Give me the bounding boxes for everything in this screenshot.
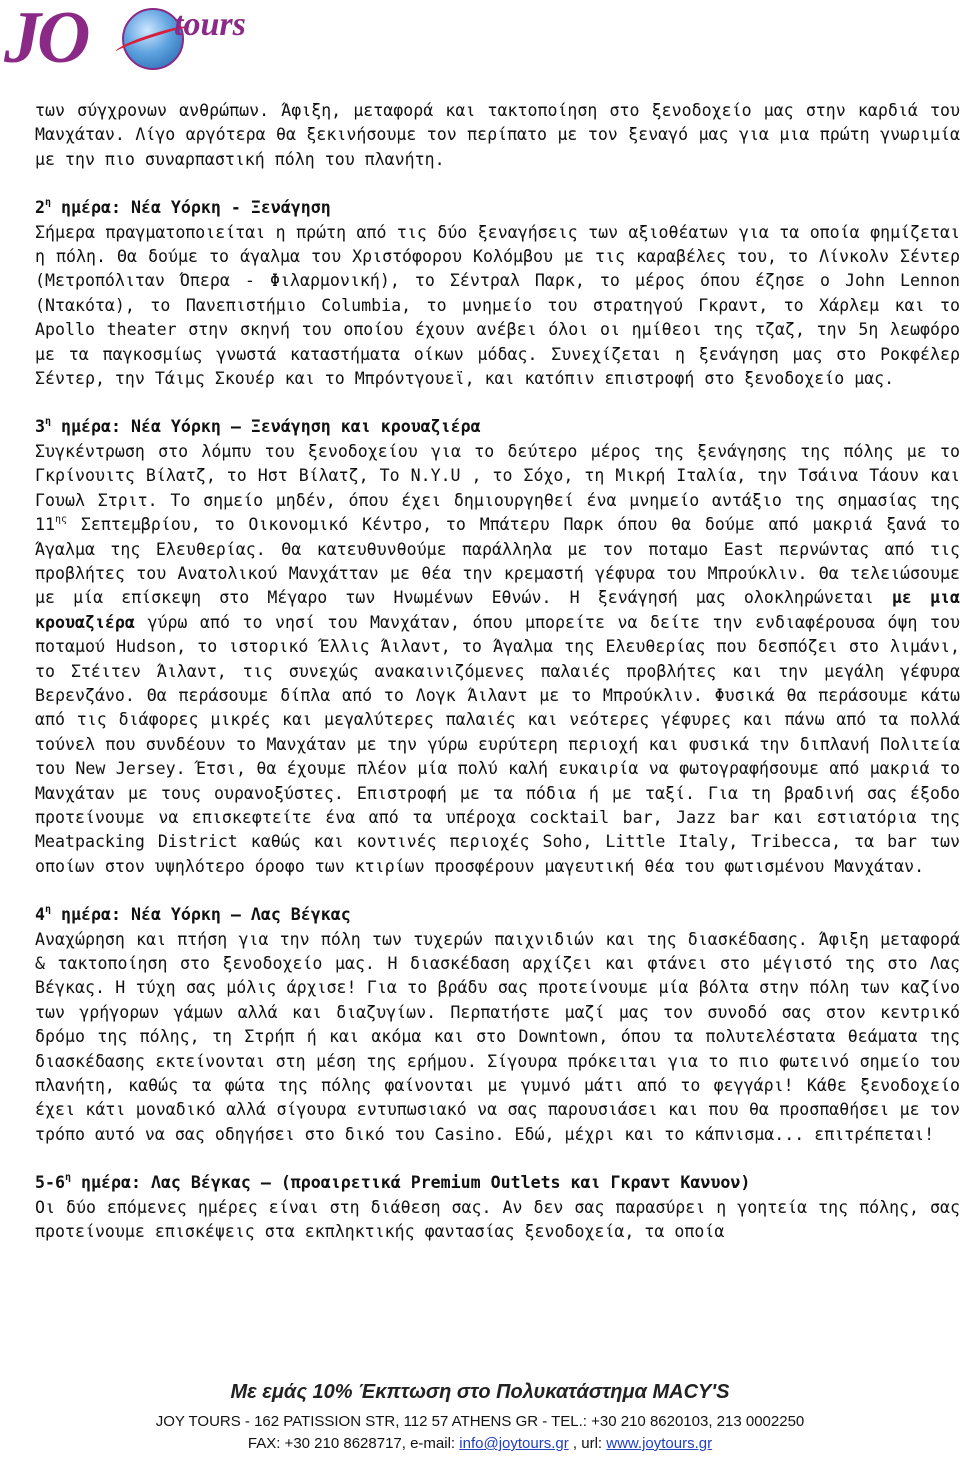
day-2-title: ημέρα: Νέα Υόρκη - Ξενάγηση xyxy=(61,198,331,218)
logo-tours-text: tours xyxy=(174,6,246,43)
day-4-heading xyxy=(35,903,960,927)
footer-promo: Με εμάς 10% Έκπτωση στο Πολυκατάστημα MACY'S xyxy=(230,1381,730,1403)
day-5-6-number: 5-6 xyxy=(35,1173,65,1193)
day-5-6-title: ημέρα: Λας Βέγκας – (προαιρετικά Premium Outlets και Γκραντ Κανυον) xyxy=(81,1173,751,1193)
day-3-text-c: γύρω από το νησί του Μανχάταν, όπου μπορείτε να δείτε την ενδιαφέρουσα όψη του ποταμού Hudson, το ιστορικό Έλλις Άιλαντ, το Άγαλμα της Ελευθερίας που δεσπόζει στο λιμάνι, το Στέιτεν Άιλαντ, τις συνεχώς ανακαινιζόμενες παλαιές προβλήτες και την μεγάλη γέφυρα Βερενζάνο. Θα περάσουμε δίπλα από το Λογκ Άιλαντ με το Μπρούκλιν. Φυσικά θα περάσουμε κάτω από τις διάφορες μικρές και μεγαλύτερες παλαιές και νεότερες γέφυρες και πάνω από τα πολλά τούνελ που συνδέουν το Μανχάταν με την γύρω ευρύτερη περιοχή και φυσικά την διπλανή Πολιτεία του New Jersey. Έτσι, θα έχουμε πλέον μία πολύ καλή ευκαιρία να φωτογραφήσουμε από μακριά το Μανχάταν με τους ουρανοξύστες. Επιστροφή με τα πόδια ή με ταξί. Για τη βραδινή σας έξοδο προτείνουμε να επισκεφτείτε ένα από τα υπέροχα cocktail bar, Jazz bar και εστιατόρια της Meatpacking District καθώς και κοντινές περιοχές Soho, Little Italy, Tribecca, τα bar των οποίων στον υψηλότερο όροφο των κτιρίων προσφέρουν μαγευτική θέα του φωτισμένου Μανχάταν. xyxy=(35,612,960,876)
day-5-6-text: Οι δύο επόμενες ημέρες είναι στη διάθεση σας. Αν δεν σας παρασύρει η γοητεία της πόλης, σας προτείνουμε επισκέψεις στα εκπληκτικής φαντασίας ξενοδοχεία, τα οποία xyxy=(35,1197,960,1242)
day-4-text: Αναχώρηση και πτήση για την πόλη των τυχερών παιχνιδιών και της διασκέδασης. Άφιξη μεταφορά & τακτοποίηση στο ξενοδοχείο μας. Η διασκέδαση αρχίζει και φτάνει στο μέγιστό της στο Λας Βέγκας. Η τύχη σας μόλις άρχισε! Για το βράδυ σας προτείνουμε μία βόλτα στην πόλη των καζίνο των γρήγορων γάμων αλλά και διαζυγίων. Περπατήστε μαζί μας τον συνοδό σας στον κεντρικό δρόμο της πόλης, τη Στρήπ ή και ακόμα και στο Downtown, όπου τα πολυτελέστατα θεάματα της διασκέδασης εκτείνονται στη μέση της ερήμου. Σίγουρα πρόκειται για το πιο φωτεινό σημείο του πλανήτη, καθώς τα φώτα της πόλης φαίνονται με γυμνό μάτι από το φεγγάρι! Κάθε ξενοδοχείο έχει κάτι μοναδικό αλλά σίγουρα εντυπωσιακό να σας παρουσιάσει και που θα προσπαθήσει με τον τρόπο αυτό να σας οδηγήσει στο δικό του Casino. Εδώ, μέχρι και το κάπνισμα... επιτρέπεται! xyxy=(35,929,960,1144)
day-2-number: 2 xyxy=(35,198,45,218)
footer-email-link[interactable]: info@joytours.gr xyxy=(459,1435,569,1452)
day-3-cruise-bold: με μια κρουαζιέρα xyxy=(35,588,960,632)
footer-contact xyxy=(0,1435,960,1452)
day-2-text: Σήμερα πραγματοποιείται η πρώτη από τις δύο ξεναγήσεις των αξιοθέατων για τα οποία φημίζεται η πόλη. Θα δούμε το άγαλμα του Χριστόφορου Κολόμβου με τις καραβέλες του, το Λίνκολν Σέντερ (Μετροπόλιταν Όπερα - Φιλαρμονική), το Σέντραλ Παρκ, το μέρος όπου έζησε ο John Lennon (Ντακότα), το Πανεπιστήμιο Columbia, το μνημείο του στρατηγού Γκραντ, το Χάρλεμ και το Apollo theater στην σκηνή του οποίου έχουν ανέβει όλοι οι ημίθεοι της τζαζ, την 5η λεωφόρο με τα παγκοσμίως γνωστά καταστήματα οίκων μόδας. Συνεχίζεται η ξενάγηση μας στο Ροκφέλερ Σέντερ, την Τάιμς Σκουέρ και το Μπρόντγουεϊ, και κατόπιν επιστροφή στο ξενοδοχείο μας. xyxy=(35,222,960,389)
footer-website-link[interactable]: www.joytours.gr xyxy=(606,1435,713,1452)
day-2-sup: η xyxy=(45,197,52,209)
day-3-sup: η xyxy=(45,416,52,428)
footer-address: JOY TOURS - 162 PATISSION STR, 112 57 ATHENS GR - TEL.: +30 210 8620103, 213 0002250 xyxy=(155,1413,805,1430)
intro-paragraph: των σύγχρονων ανθρώπων. Άφιξη, μεταφορά και τακτοποίηση στο ξενοδοχείο μας στην καρδιά του Μανχάταν. Λίγο αργότερα θα ξεκινήσουμε τον περίπατο με τον ξεναγό μας για μια πρώτη γνωριμία με την πιο συναρπαστική πόλη του πλανήτη. xyxy=(35,101,960,169)
footer-url-prefix: , url: xyxy=(568,1435,607,1452)
day-3-text-b: Σεπτεμβρίου, το Οικονομικό Κέντρο, το Μπάτερυ Παρκ όπου θα δούμε από μακριά ξανά το Άγαλμα της Ελευθερίας. Θα κατευθυνθούμε παράλληλα με τον ποταμο East περνώντας από τις προβλήτες του Ανατολικού Μανχάτταν με θέα την κρεμαστή γέφυρα του Μπρούκλιν. Θα τελειώσουμε με μία επίσκεψη στο Μέγαρο των Ηνωμένων Εθνών. Η ξενάγησή μας ολοκληρώνεται xyxy=(35,515,960,608)
document-body xyxy=(35,99,960,1244)
day-2-heading xyxy=(35,196,960,220)
day-5-6-sup: η xyxy=(64,1172,72,1184)
day-3-text xyxy=(35,440,960,879)
day-5-6-heading xyxy=(35,1171,960,1195)
day-3-text-a: Συγκέντρωση στο λόμπυ του ξενοδοχείου για το δεύτερο μέρος της ξενάγησης της πόλης με το Γκρίνουιτς Βίλατζ, το Ηστ Βίλατζ, Το N.Y.U , το Σόχο, τη Μικρή Ιταλία, την Τσάινα Τάουν και Γουωλ Στριτ. Το σημείο μηδέν, όπου έχει δημιουργηθεί ένα μνημείο αντάξιο της σημασίας της 11 xyxy=(35,441,960,535)
day-3-number: 3 xyxy=(35,417,45,437)
day-3-date-sup: ης xyxy=(54,514,68,526)
day-3-heading xyxy=(35,415,960,439)
day-3-title: ημέρα: Νέα Υόρκη – Ξενάγηση και κρουαζιέρα xyxy=(61,417,481,437)
day-4-sup: η xyxy=(45,904,52,916)
logo-letters-jo: JO xyxy=(4,0,87,79)
day-4-number: 4 xyxy=(35,905,45,925)
footer-fax: FAX: +30 210 8628717, e-mail: xyxy=(247,1435,460,1452)
day-4-title: ημέρα: Νέα Υόρκη – Λας Βέγκας xyxy=(61,905,351,925)
joy-tours-logo xyxy=(4,0,254,79)
